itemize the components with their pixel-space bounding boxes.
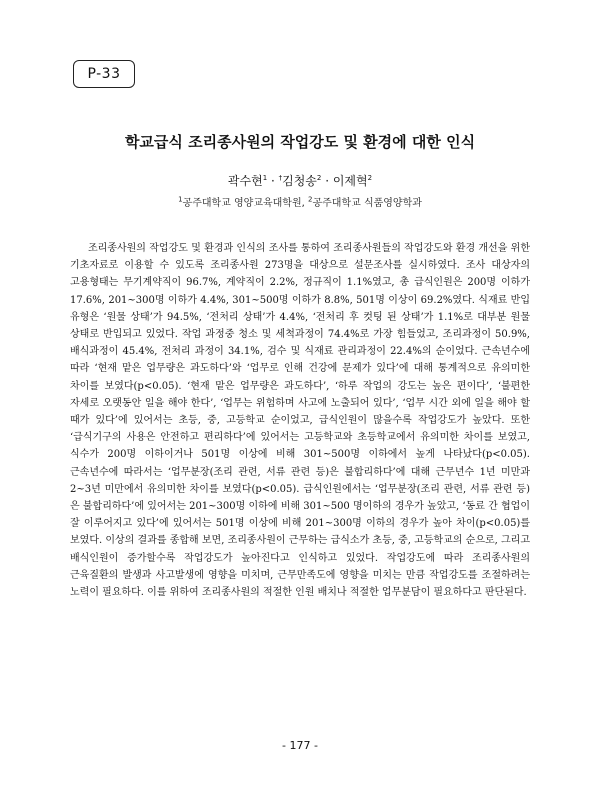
affiliation: 공주대학교 식품영양학과 [312, 198, 422, 209]
affiliation-mark: 1 [178, 195, 183, 204]
affiliation-mark: 2 [308, 195, 313, 204]
author-affiliation-mark: 2 [367, 174, 373, 182]
author-separator: · [321, 174, 333, 188]
author-affiliation-mark: 2 [316, 174, 322, 182]
author-name: 곽수현 [227, 174, 263, 188]
page-number: - 177 - [282, 739, 318, 752]
affiliation: 공주대학교 영양교육대학원, [182, 198, 308, 209]
paper-title: 학교급식 조리종사원의 작업강도 및 환경에 대한 인식 [124, 133, 476, 151]
corresponding-author-mark: † [278, 174, 283, 182]
affiliation-line [0, 194, 600, 209]
poster-id-badge: P-33 [73, 60, 135, 88]
author-list [0, 172, 600, 189]
author-name: 이제혁 [332, 174, 368, 188]
author-separator: · [267, 174, 279, 188]
author-name: 김청송 [282, 174, 317, 188]
abstract-body: 조리종사원의 작업강도 및 환경과 인식의 조사를 통하여 조리종사원들의 작업강도와 환경 개선을 위한 기초자료로 이용할 수 있도록 조리종사원 273명을 대상으로 설문조사를 실시하였다. 조사 대상자의 고용형태는 무기계약직이 96.7%, 계약직이 2.2%, 정규직이 1.1%였고, 총 급식인원은 200명 이하가 17.6%, 201~300명 이하가 4.4%, 301~500명 이하가 8.8%, 501명 이상이 69.2%였다. 식재료 반입 유형은 ‘원물 상태’가 94.5%, ‘전처리 상태’가 4.4%, ‘전처리 후 컷팅 된 상태’가 1.1%로 대부분 원물 상태로 반입되고 있었다. 작업 과정중 청소 및 세척과정이 74.4%로 가장 힘들었고, 조리과정이 50.9%, 배식과정이 45.4%, 전처리 과정이 34.1%, 검수 및 식재료 관리과정이 22.4%의 순이었다. 근속년수에 따라 ‘현재 맡은 업무량은 과도하다’와 ‘업무로 인해 건강에 문제가 있다’에 대해 통계적으로 유의미한 차이를 보였다(p<0.05). ‘현재 맡은 업무량은 과도하다’, ‘하루 작업의 강도는 높은 편이다’, ‘불편한 자세로 오랫동안 일을 해야 한다’, ‘업무는 위험하며 사고에 노출되어 있다’, ‘업무 시간 외에 일을 해야 할 때가 있다’에 있어서는 초등, 중, 고등학교 순이었고, 급식인원이 많을수록 작업강도가 높았다. 또한 ‘급식기구의 사용은 안전하고 편리하다’에 있어서는 고등학교와 초등학교에서 유의미한 차이를 보였고, 식수가 200명 이하이거나 501명 이상에 비해 301~500명 이하에서 높게 나타났다(p<0.05). 근속년수에 따라서는 ‘업무분장(조리 관련, 서류 관련 등)은 불합리하다’에 대해 근무년수 1년 미만과 2~3년 미만에서 유의미한 차이를 보였다(p<0.05). 급식인원에서는 ‘업무분장(조리 관련, 서류 관련 등)은 불합리하다’에 있어서는 201~300명 이하에 비해 301~500 명이하의 경우가 높았고, ‘동료 간 협업이 잘 이루어지고 있다’에 있어서는 501명 이상에 비해 201~300명 이하의 경우가 높아 차이(p<0.05)를 보였다. 이상의 결과를 종합해 보면, 조리종사원이 근무하는 급식소가 초등, 중, 고등학교의 순으로, 그리고 배식인원이 증가할수록 작업강도가 높아진다고 인식하고 있었다. 작업강도에 따라 조리종사원의 근육질환의 발생과 사고발생에 영향을 미치며, 근무만족도에 영향을 미치는 만큼 작업강도를 조절하려는 노력이 필요하다. 이를 위하여 조리종사원의 적절한 인원 배치나 적절한 업무분담이 필요하다고 판단된다. [70, 243, 530, 599]
author-affiliation-mark: 1 [262, 174, 268, 182]
